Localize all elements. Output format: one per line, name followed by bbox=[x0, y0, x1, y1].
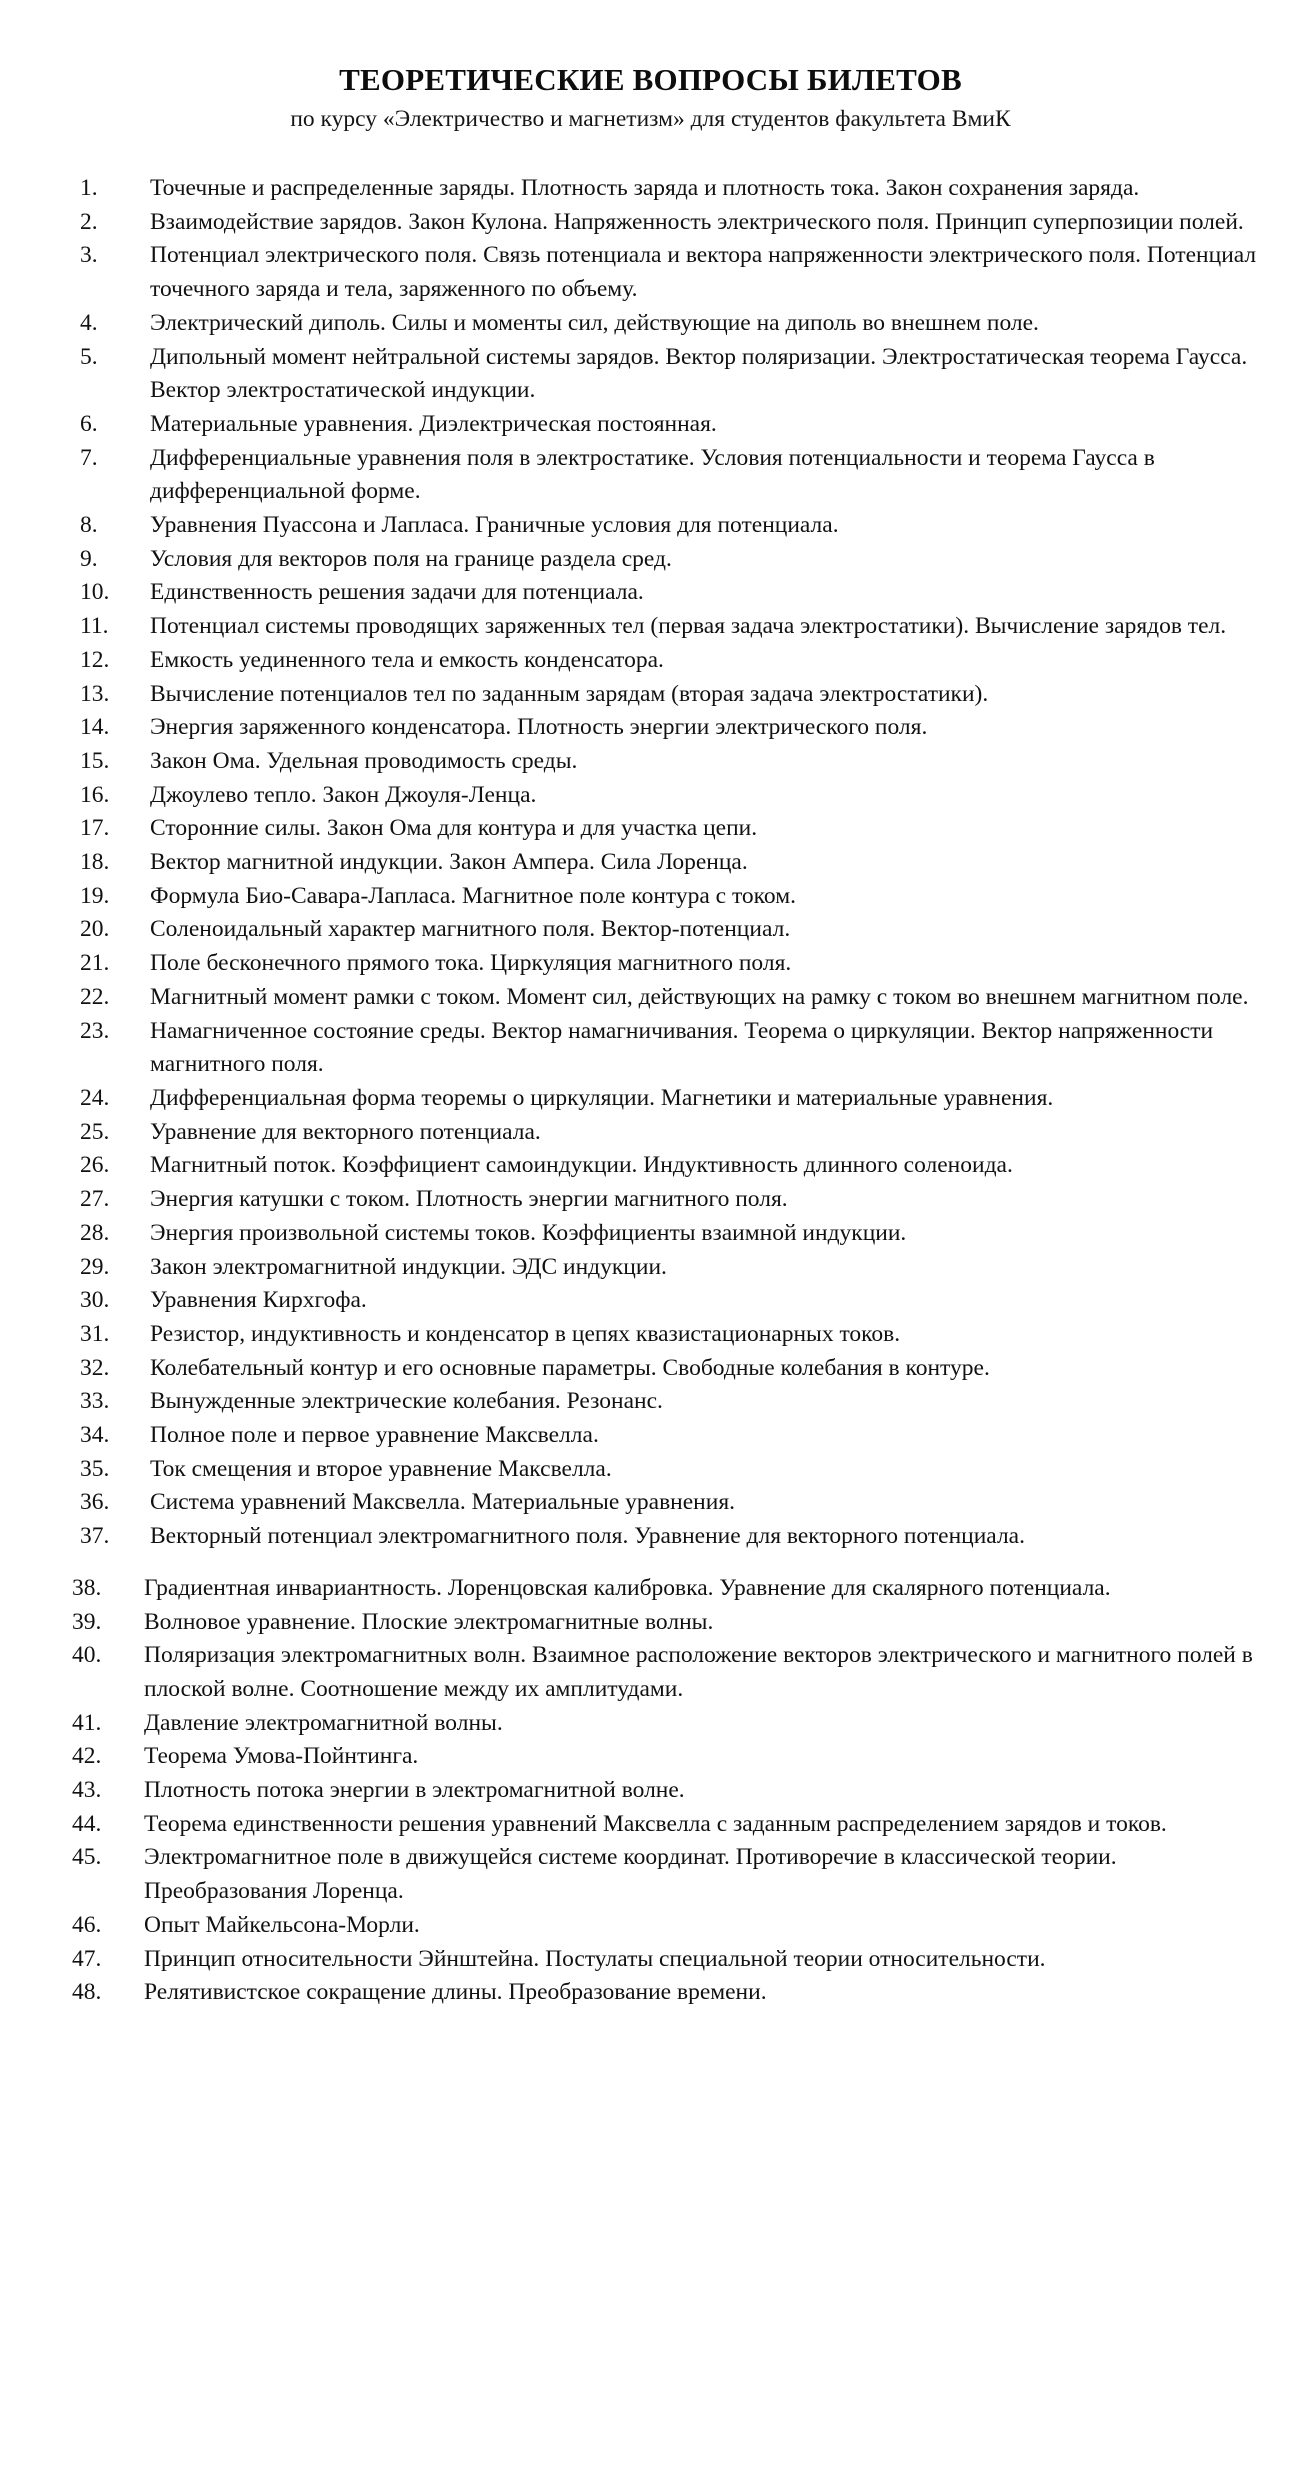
question-text: Полное поле и первое уравнение Максвелла. bbox=[150, 1422, 599, 1449]
page-title: ТЕОРЕТИЧЕСКИЕ ВОПРОСЫ БИЛЕТОВ bbox=[339, 62, 962, 97]
question-number: 42. bbox=[72, 1743, 102, 1770]
question-text: Опыт Майкельсона-Морли. bbox=[144, 1911, 420, 1938]
question-item bbox=[0, 880, 1301, 914]
question-text: Соленоидальный характер магнитного поля. Вектор-потенциал. bbox=[150, 916, 791, 943]
question-item bbox=[0, 947, 1301, 981]
question-item bbox=[0, 1572, 1301, 1606]
question-text: Магнитный поток. Коэффициент самоиндукции. Индуктивность длинного соленоида. bbox=[150, 1152, 1013, 1179]
question-item bbox=[0, 576, 1301, 610]
question-number: 3. bbox=[80, 242, 98, 269]
question-text: Теорема Умова-Пойнтинга. bbox=[144, 1743, 419, 1770]
question-number: 1. bbox=[80, 175, 98, 201]
question-text: Давление электромагнитной волны. bbox=[144, 1709, 503, 1736]
question-item bbox=[0, 1183, 1301, 1217]
question-item bbox=[0, 1976, 1301, 2010]
question-item bbox=[0, 509, 1301, 543]
question-item bbox=[0, 610, 1301, 644]
question-item bbox=[0, 1318, 1301, 1352]
question-number: 33. bbox=[80, 1388, 110, 1415]
question-number: 19. bbox=[80, 882, 110, 909]
question-item bbox=[0, 1082, 1301, 1116]
question-number: 44. bbox=[72, 1810, 102, 1837]
question-item bbox=[0, 1149, 1301, 1183]
question-text: Потенциал электрического поля. Связь потенциала и вектора напряженности электрического поля. Потенциал точечного заряда и тела, заряженного по объему. bbox=[150, 242, 1257, 303]
page-subtitle: по курсу «Электричество и магнетизм» для студентов факультета ВмиК bbox=[290, 106, 1011, 132]
question-number: 27. bbox=[80, 1186, 110, 1213]
question-number: 11. bbox=[80, 613, 109, 640]
question-text: Электрический диполь. Силы и моменты сил, действующие на диполь во внешнем поле. bbox=[150, 309, 1039, 336]
question-number: 15. bbox=[80, 747, 110, 774]
question-number: 35. bbox=[80, 1455, 110, 1482]
question-number: 14. bbox=[80, 714, 110, 741]
question-number: 22. bbox=[80, 983, 110, 1010]
question-number: 21. bbox=[80, 950, 110, 977]
question-number: 47. bbox=[72, 1945, 102, 1972]
question-text: Энергия катушки с током. Плотность энергии магнитного поля. bbox=[150, 1186, 788, 1213]
question-text: Электромагнитное поле в движущейся системе координат. Противоречие в классической теории. Преобразования Лоренца. bbox=[144, 1844, 1117, 1905]
question-text: Принцип относительности Эйнштейна. Постулаты специальной теории относительности. bbox=[144, 1945, 1046, 1972]
questions-list bbox=[0, 172, 1301, 2010]
question-text: Поле бесконечного прямого тока. Циркуляция магнитного поля. bbox=[150, 950, 792, 977]
question-text: Плотность потока энергии в электромагнитной волне. bbox=[144, 1777, 685, 1804]
question-item bbox=[0, 1486, 1301, 1520]
question-number: 29. bbox=[80, 1253, 110, 1280]
question-text: Колебательный контур и его основные параметры. Свободные колебания в контуре. bbox=[150, 1354, 990, 1381]
question-number: 16. bbox=[80, 781, 110, 808]
question-item bbox=[0, 678, 1301, 712]
question-number: 41. bbox=[72, 1709, 102, 1736]
question-number: 48. bbox=[72, 1979, 102, 2006]
question-item bbox=[0, 745, 1301, 779]
question-number: 31. bbox=[80, 1320, 110, 1347]
question-text: Магнитный момент рамки с током. Момент сил, действующих на рамку с током во внешнем магнитном поле. bbox=[150, 983, 1249, 1010]
question-text: Точечные и распределенные заряды. Плотность заряда и плотность тока. Закон сохранения заряда. bbox=[150, 175, 1140, 201]
question-number: 45. bbox=[72, 1844, 102, 1871]
question-text: Уравнения Пуассона и Лапласа. Граничные условия для потенциала. bbox=[150, 512, 839, 539]
question-item bbox=[0, 408, 1301, 442]
question-text: Дифференциальная форма теоремы о циркуляции. Магнетики и материальные уравнения. bbox=[150, 1084, 1054, 1111]
question-text: Взаимодействие зарядов. Закон Кулона. Напряженность электрического поля. Принцип суперпозиции полей. bbox=[150, 208, 1244, 235]
question-text: Условия для векторов поля на границе раздела сред. bbox=[150, 545, 672, 572]
question-item bbox=[0, 1520, 1301, 1554]
question-number: 43. bbox=[72, 1777, 102, 1804]
question-item bbox=[0, 846, 1301, 880]
question-number: 30. bbox=[80, 1287, 110, 1314]
question-item bbox=[0, 1284, 1301, 1318]
question-number: 2. bbox=[80, 208, 98, 235]
question-number: 24. bbox=[80, 1084, 110, 1111]
question-number: 7. bbox=[80, 444, 98, 471]
question-number: 18. bbox=[80, 849, 110, 876]
question-item bbox=[0, 1740, 1301, 1774]
question-text: Резистор, индуктивность и конденсатор в цепях квазистационарных токов. bbox=[150, 1320, 901, 1347]
question-text: Формула Био-Савара-Лапласа. Магнитное поле контура с током. bbox=[150, 882, 796, 909]
question-text: Вектор магнитной индукции. Закон Ампера. Сила Лоренца. bbox=[150, 849, 748, 876]
question-item bbox=[0, 1385, 1301, 1419]
question-item bbox=[0, 206, 1301, 240]
question-item bbox=[0, 341, 1301, 408]
question-number: 20. bbox=[80, 916, 110, 943]
question-number: 34. bbox=[80, 1422, 110, 1449]
question-item bbox=[0, 1015, 1301, 1082]
question-item bbox=[0, 1217, 1301, 1251]
question-text: Материальные уравнения. Диэлектрическая постоянная. bbox=[150, 410, 717, 437]
question-number: 4. bbox=[80, 309, 98, 336]
question-number: 9. bbox=[80, 545, 98, 572]
question-item bbox=[0, 1841, 1301, 1908]
question-number: 36. bbox=[80, 1489, 110, 1516]
question-number: 39. bbox=[72, 1608, 102, 1635]
question-item bbox=[0, 644, 1301, 678]
question-number: 13. bbox=[80, 680, 110, 707]
question-text: Волновое уравнение. Плоские электромагнитные волны. bbox=[144, 1608, 714, 1635]
question-item bbox=[0, 1639, 1301, 1706]
question-item bbox=[0, 172, 1301, 206]
question-item bbox=[0, 1251, 1301, 1285]
question-item bbox=[0, 1352, 1301, 1386]
question-text: Емкость уединенного тела и емкость конденсатора. bbox=[150, 646, 664, 673]
question-text: Закон Ома. Удельная проводимость среды. bbox=[150, 747, 578, 774]
question-text: Уравнения Кирхгофа. bbox=[150, 1287, 367, 1314]
question-number: 5. bbox=[80, 343, 98, 370]
question-item bbox=[0, 1453, 1301, 1487]
question-item bbox=[0, 779, 1301, 813]
question-item bbox=[0, 981, 1301, 1015]
question-text: Векторный потенциал электромагнитного поля. Уравнение для векторного потенциала. bbox=[150, 1523, 1025, 1550]
question-number: 6. bbox=[80, 410, 98, 437]
question-item bbox=[0, 1116, 1301, 1150]
question-text: Вынужденные электрические колебания. Резонанс. bbox=[150, 1388, 663, 1415]
question-item bbox=[0, 812, 1301, 846]
question-text: Сторонние силы. Закон Ома для контура и для участка цепи. bbox=[150, 815, 758, 842]
question-text: Градиентная инвариантность. Лоренцовская калибровка. Уравнение для скалярного потенциала. bbox=[144, 1574, 1111, 1601]
question-item bbox=[0, 1419, 1301, 1453]
question-item bbox=[0, 1808, 1301, 1842]
question-text: Закон электромагнитной индукции. ЭДС индукции. bbox=[150, 1253, 667, 1280]
question-item bbox=[0, 1774, 1301, 1808]
question-text: Релятивистское сокращение длины. Преобразование времени. bbox=[144, 1979, 767, 2006]
question-number: 10. bbox=[80, 579, 110, 606]
question-text: Дипольный момент нейтральной системы зарядов. Вектор поляризации. Электростатическая теорема Гаусса. Вектор электростатической индукции. bbox=[150, 343, 1248, 404]
question-number: 46. bbox=[72, 1911, 102, 1938]
question-text: Джоулево тепло. Закон Джоуля-Ленца. bbox=[150, 781, 537, 808]
question-number: 32. bbox=[80, 1354, 110, 1381]
question-number: 23. bbox=[80, 1017, 110, 1044]
question-text: Энергия заряженного конденсатора. Плотность энергии электрического поля. bbox=[150, 714, 928, 741]
question-number: 28. bbox=[80, 1219, 110, 1246]
question-item bbox=[0, 1606, 1301, 1640]
question-item bbox=[0, 1943, 1301, 1977]
question-number: 8. bbox=[80, 512, 98, 539]
question-text: Поляризация электромагнитных волн. Взаимное расположение векторов электрического и магнитного полей в плоской волне. Соотношение между их амплитудами. bbox=[144, 1642, 1253, 1702]
question-number: 40. bbox=[72, 1642, 102, 1669]
question-text: Потенциал системы проводящих заряженных тел (первая задача электростатики). Вычисление зарядов тел. bbox=[150, 613, 1227, 640]
question-item bbox=[0, 543, 1301, 577]
question-text: Энергия произвольной системы токов. Коэффициенты взаимной индукции. bbox=[150, 1219, 907, 1246]
question-text: Намагниченное состояние среды. Вектор намагничивания. Теорема о циркуляции. Вектор напряженности магнитного поля. bbox=[150, 1017, 1214, 1078]
question-text: Ток смещения и второе уравнение Максвелла. bbox=[150, 1455, 612, 1482]
question-text: Уравнение для векторного потенциала. bbox=[150, 1118, 541, 1145]
question-item bbox=[0, 307, 1301, 341]
question-number: 38. bbox=[72, 1574, 102, 1601]
question-item bbox=[0, 239, 1301, 306]
question-item bbox=[0, 1909, 1301, 1943]
question-text: Дифференциальные уравнения поля в электростатике. Условия потенциальности и теорема Гаусса в дифференциальной форме. bbox=[150, 444, 1155, 505]
question-item bbox=[0, 711, 1301, 745]
question-number: 17. bbox=[80, 815, 110, 842]
question-item bbox=[0, 442, 1301, 509]
question-number: 12. bbox=[80, 646, 110, 673]
question-number: 26. bbox=[80, 1152, 110, 1179]
question-text: Единственность решения задачи для потенциала. bbox=[150, 579, 644, 606]
question-text: Система уравнений Максвелла. Материальные уравнения. bbox=[150, 1489, 736, 1516]
question-number: 25. bbox=[80, 1118, 110, 1145]
question-item bbox=[0, 913, 1301, 947]
question-number: 37. bbox=[80, 1523, 110, 1550]
question-item bbox=[0, 1707, 1301, 1741]
question-text: Теорема единственности решения уравнений Максвелла с заданным распределением зарядов и токов. bbox=[144, 1810, 1167, 1837]
question-text: Вычисление потенциалов тел по заданным зарядам (вторая задача электростатики). bbox=[150, 680, 989, 707]
